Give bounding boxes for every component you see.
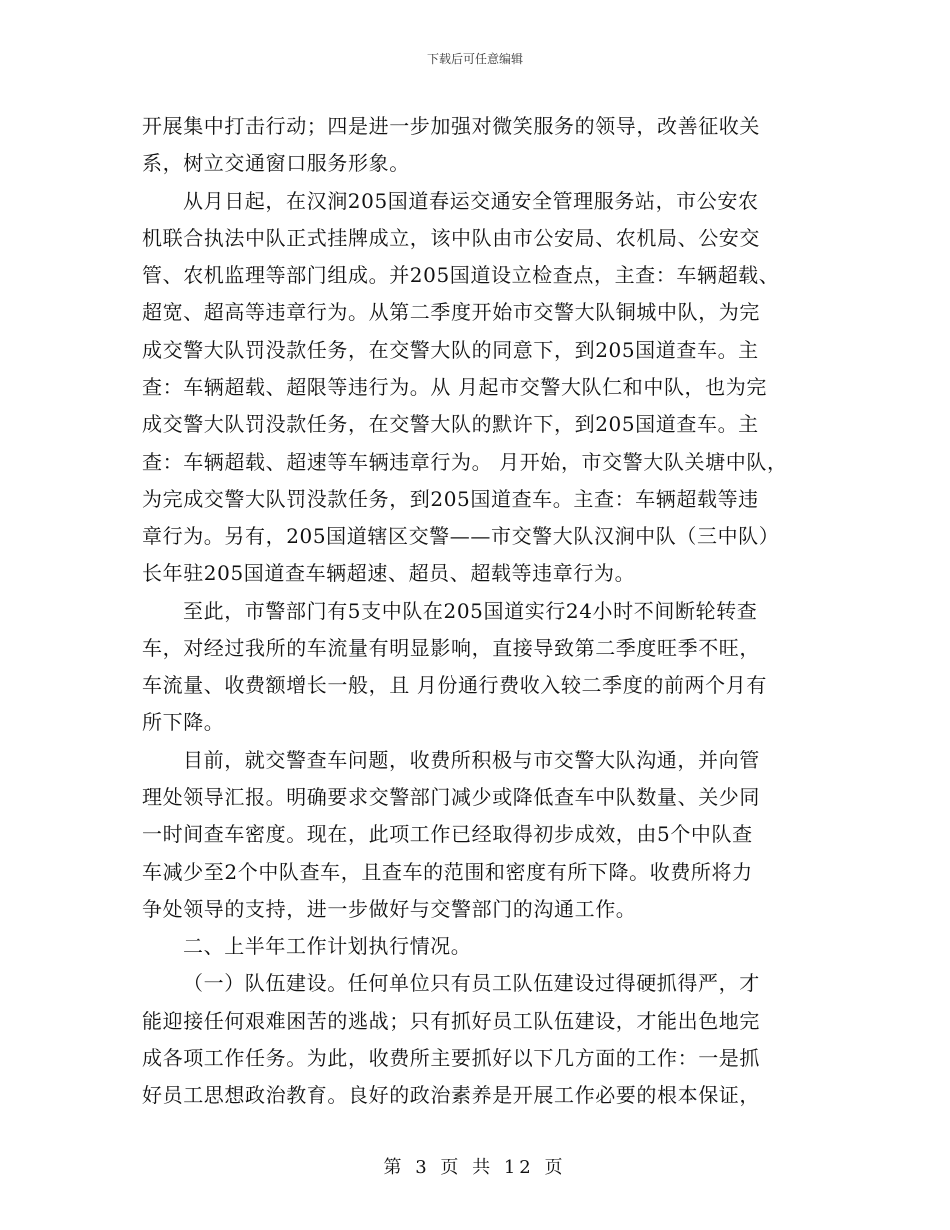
text-line: 好员工思想政治教育。良好的政治素养是开展工作必要的根本保证， bbox=[142, 1083, 760, 1107]
text-line: 开展集中打击行动；四是进一步加强对微笑服务的领导，改善征收关 bbox=[142, 114, 760, 138]
text-line: 一时间查车密度。现在，此项工作已经取得初步成效，由5个中队查 bbox=[142, 822, 753, 846]
text-line: 争处领导的支持，进一步做好与交警部门的沟通工作。 bbox=[142, 897, 637, 921]
text-line: 为完成交警大队罚没款任务，到205国道查车。主查：车辆超载等违 bbox=[142, 487, 759, 511]
text-line: 查：车辆超载、超限等违行为。从 月起市交警大队仁和中队，也为完 bbox=[142, 375, 767, 399]
text-line: 章行为。另有，205国道辖区交警——市交警大队汉涧中队（三中队） bbox=[142, 524, 780, 548]
text-line: 成各项工作任务。为此，收费所主要抓好以下几方面的工作：一是抓 bbox=[142, 1046, 760, 1070]
text-line: 从月日起，在汉涧205国道春运交通安全管理服务站，市公安农 bbox=[183, 189, 759, 213]
page-number: 第 3 页 共 12 页 bbox=[383, 1157, 567, 1178]
page-header: 下载后可任意编辑 bbox=[426, 52, 523, 66]
text-line: 能迎接任何艰难困苦的逃战；只有抓好员工队伍建设，才能出色地完 bbox=[142, 1009, 760, 1033]
text-line: 长年驻205国道查车辆超速、超员、超载等违章行为。 bbox=[142, 561, 636, 585]
text-line: 系，树立交通窗口服务形象。 bbox=[142, 151, 410, 175]
section-heading: 二、上半年工作计划执行情况。 bbox=[183, 934, 472, 958]
text-line: 至此，市警部门有5支中队在205国道实行24小时不间断轮转查 bbox=[183, 599, 758, 623]
text-line: 管、农机监理等部门组成。并205国道设立检查点，主查：车辆超载、 bbox=[142, 263, 780, 287]
text-line: 车减少至2个中队查车，且查车的范围和密度有所下降。收费所将力 bbox=[142, 860, 753, 884]
text-line: 理处领导汇报。明确要求交警部门减少或降低查车中队数量、关少同 bbox=[142, 785, 760, 809]
text-line: 所下降。 bbox=[142, 710, 225, 734]
text-line: 成交警大队罚没款任务，在交警大队的默许下，到205国道查车。主 bbox=[142, 412, 759, 436]
text-line: 超宽、超高等违章行为。从第二季度开始市交警大队铜城中队，为完 bbox=[142, 300, 760, 324]
text-line: 目前，就交警查车问题，收费所积极与市交警大队沟通，并向管 bbox=[183, 748, 760, 772]
text-line: 车，对经过我所的车流量有明显影响，直接导致第二季度旺季不旺， bbox=[142, 636, 760, 660]
text-line: 车流量、收费额增长一般，且 月份通行费收入较二季度的前两个月有 bbox=[142, 673, 767, 697]
text-line: 成交警大队罚没款任务，在交警大队的同意下，到205国道查车。主 bbox=[142, 338, 759, 362]
text-line: 查：车辆超载、超速等车辆违章行为。 月开始，市交警大队关塘中队， bbox=[142, 450, 788, 474]
text-line: （一）队伍建设。任何单位只有员工队伍建设过得硬抓得严，才 bbox=[183, 971, 760, 995]
text-line: 机联合执法中队正式挂牌成立，该中队由市公安局、农机局、公安交 bbox=[142, 226, 760, 250]
